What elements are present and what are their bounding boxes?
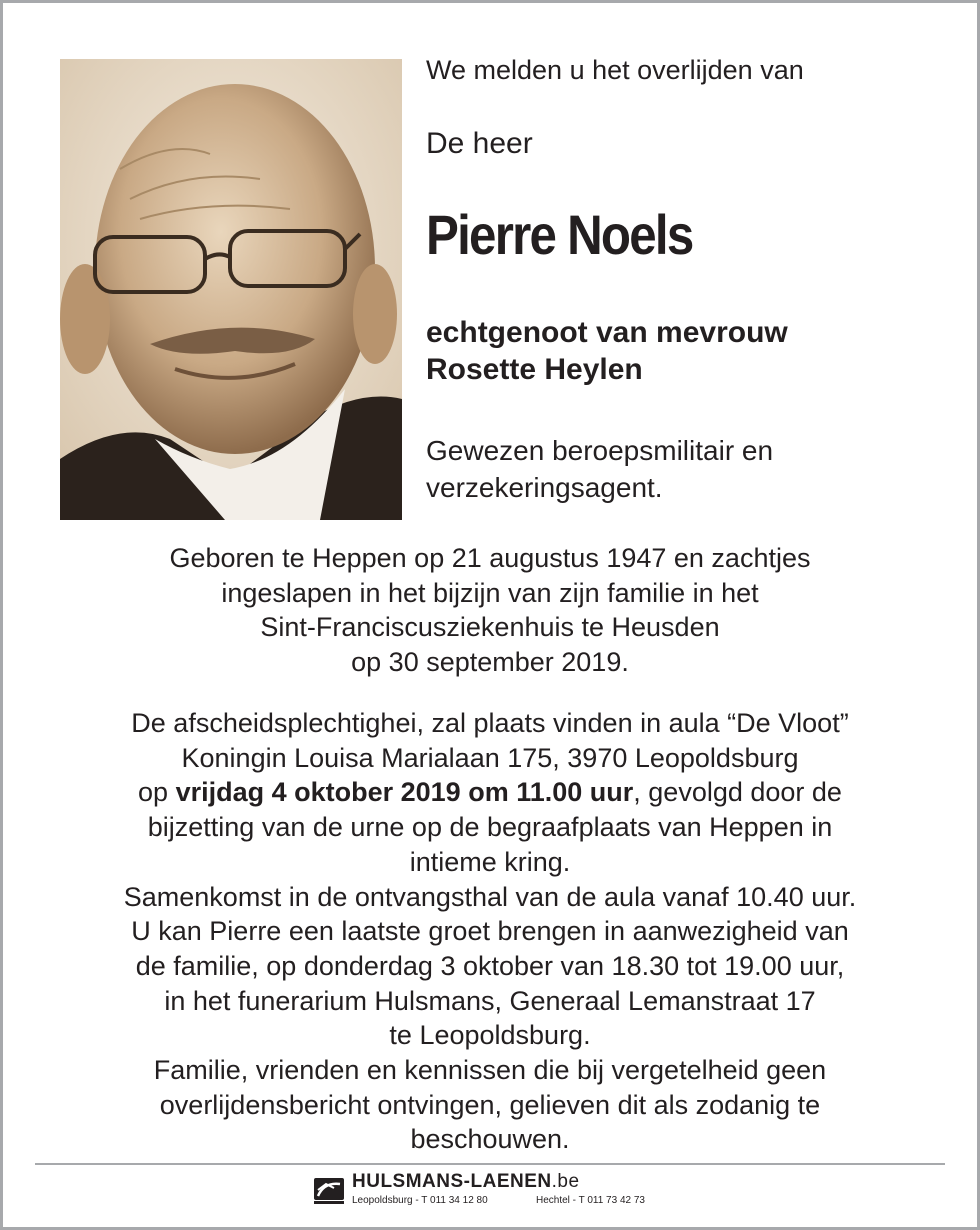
birth-death-paragraph (40, 541, 940, 680)
deceased-name: Pierre Noels (426, 203, 693, 266)
funeral-home-name (352, 1171, 580, 1193)
ceremony-line: de familie, op donderdag 3 oktober van 18.30 tot 19.00 uur, (135, 950, 845, 981)
ceremony-line: Familie, vrienden en kennissen die bij vergetelheid geen (153, 1055, 827, 1086)
title-text: De heer (426, 127, 533, 160)
ceremony-line: overlijdensbericht ontvingen, gelieven dit als zodanig te (159, 1089, 821, 1120)
ceremony-line: in het funerarium Hulsmans, Generaal Lemanstraat 17 (164, 985, 816, 1016)
occupation-line-2: verzekeringsagent. (426, 472, 663, 503)
born-line: Sint-Franciscusziekenhuis te Heusden (260, 612, 720, 643)
occupation (426, 432, 773, 506)
brand-domain: .be (551, 1171, 580, 1192)
born-line: ingeslapen in het bijzijn van zijn familie in het (221, 577, 759, 608)
spouse-line-2: Rosette Heylen (426, 353, 643, 386)
header-block (426, 52, 966, 503)
funeral-home-footer (312, 1170, 692, 1210)
ceremony-line: beschouwen. (410, 1124, 570, 1155)
spouse-info (426, 314, 788, 388)
ceremony-line-post: , gevolgd door de (633, 777, 842, 808)
born-line: Geboren te Heppen op 21 augustus 1947 en zachtjes (169, 543, 811, 573)
ceremony-line: De afscheidsplechtighei, zal plaats vinden in aula “De Vloot” (131, 708, 849, 738)
born-line: op 30 september 2019. (351, 647, 629, 678)
ceremony-line: bijzetting van de urne op de begraafplaats van Heppen in (147, 812, 833, 843)
address-hechtel: Hechtel - T 011 73 42 73 (536, 1195, 645, 1206)
ceremony-paragraph (40, 706, 940, 1157)
ceremony-line: U kan Pierre een laatste groet brengen in aanwezigheid van (131, 916, 849, 947)
occupation-line-1: Gewezen beroepsmilitair en (426, 435, 774, 466)
ceremony-line: Koningin Louisa Marialaan 175, 3970 Leopoldsburg (181, 742, 799, 773)
ceremony-line: intieme kring. (409, 846, 571, 877)
brand-name: HULSMANS-LAENEN (352, 1171, 552, 1192)
intro-text: We melden u het overlijden van (426, 55, 804, 85)
ceremony-date: vrijdag 4 oktober 2019 om 11.00 uur (175, 777, 634, 808)
ceremony-line-pre: op (138, 777, 176, 808)
portrait-photo (60, 59, 402, 520)
ceremony-line: Samenkomst in de ontvangsthal van de aula vanaf 10.40 uur. (123, 881, 857, 912)
spouse-line-1: echtgenoot van mevrouw (426, 316, 788, 349)
footer-divider (35, 1163, 945, 1165)
address-leopoldsburg: Leopoldsburg - T 011 34 12 80 (352, 1195, 488, 1206)
funeral-home-logo-icon (312, 1172, 346, 1206)
ceremony-line: te Leopoldsburg. (389, 1020, 591, 1051)
